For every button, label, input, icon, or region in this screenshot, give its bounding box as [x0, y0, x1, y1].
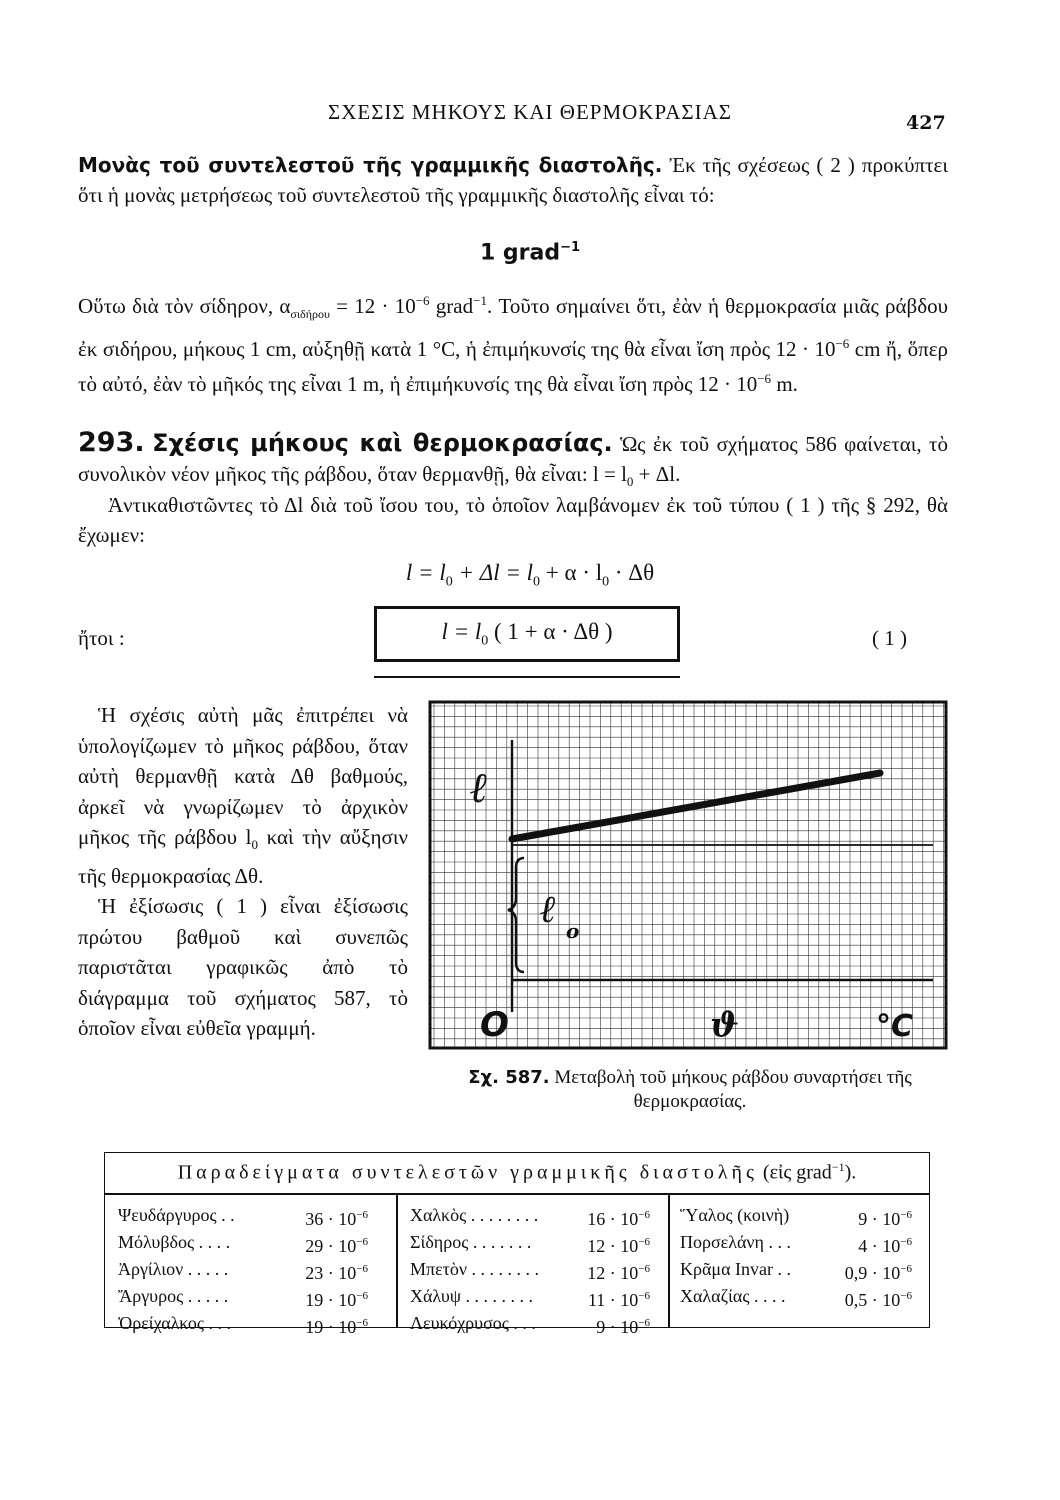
- superscript: −6: [900, 1263, 912, 1275]
- material-name: Ὀρείχαλκος . . .: [118, 1313, 232, 1333]
- coefficient-value: 0,9 · 10: [844, 1263, 901, 1283]
- origin-label: O: [480, 1005, 509, 1045]
- section-title: Σχέσις μήκους καὶ θερμοκρασίας.: [152, 429, 613, 457]
- equation-underline: [374, 676, 680, 678]
- table-title: [104, 1160, 930, 1185]
- material-name: Ψευδάργυρος . .: [118, 1205, 235, 1225]
- table-row: [680, 1231, 922, 1258]
- initial-length-label: ℓ: [540, 886, 557, 931]
- coefficient-value: 12 · 10: [587, 1263, 639, 1283]
- table-row: [118, 1231, 388, 1258]
- coefficient-value: 19 · 10: [305, 1290, 357, 1310]
- paragraph-bold-lead: Μονὰς τοῦ συντελεστοῦ τῆς γραμμικῆς διαστολῆς.: [78, 153, 663, 177]
- text-run: grad: [429, 294, 474, 318]
- column-divider: [396, 1195, 398, 1328]
- subscript: 0: [533, 574, 541, 590]
- page-number: 427: [906, 112, 946, 134]
- table-column-3: [680, 1204, 922, 1312]
- text-run: καὶ τὴν αὔξησιν τῆς θερμοκρασίας Δθ.: [78, 825, 408, 888]
- y-axis-label: ℓ: [470, 763, 488, 812]
- text-run: cm ἤ, ὅπερ τὸ αὐτό, ἐὰν τὸ μῆκός της εἶναι 1 m, ἡ ἐπιμήκυνσίς της θὰ εἶναι ἴση πρὸς 12 · 10: [78, 337, 948, 397]
- table-column-1: [118, 1204, 388, 1339]
- side-text: [78, 700, 408, 1044]
- section-293: [78, 428, 948, 497]
- initial-length-subscript: o: [566, 919, 580, 943]
- coefficient-value: 11 · 10: [587, 1290, 639, 1310]
- material-name: Ἄργυρος . . . . .: [118, 1286, 229, 1306]
- table-row: [410, 1285, 660, 1312]
- table-row: [680, 1258, 922, 1285]
- material-name: Μπετὸν . . . . . . . .: [410, 1259, 540, 1279]
- side-paragraph-1: [78, 700, 408, 891]
- superscript: −6: [638, 1290, 650, 1302]
- superscript: −6: [900, 1290, 912, 1302]
- material-name: Χαλαζίας . . . .: [680, 1286, 786, 1306]
- superscript: −6: [356, 1263, 368, 1275]
- length-temperature-graph: [428, 700, 948, 1050]
- equation-label: ἤτοι :: [78, 626, 125, 650]
- side-paragraph-2: Ἡ ἐξίσωσις ( 1 ) εἶναι ἐξίσωσις πρώτου βαθμοῦ καὶ συνεπῶς παριστᾶται γραφικῶς ἀπὸ τὸ διάγραμμα τοῦ σχήματος 587, τὸ ὁποῖον εἶναι εὐθεῖα γραμμή.: [78, 894, 408, 1041]
- text-run: . Τοῦτο σημαίνει ὅτι, ἐὰν ἡ θερμοκρασία μιᾶς ράβδου ἐκ σιδήρου, μήκους 1 cm, αὐξηθῇ κατὰ 1 °C, ἡ ἐπιμήκυνσίς της θὰ εἶναι ἴση πρὸς 12 · 10: [78, 294, 948, 362]
- subscript: 0: [626, 474, 634, 490]
- table-row: [410, 1258, 660, 1285]
- table-title-text: Παραδείγματα συντελεστῶν γραμμικῆς διαστολῆς: [177, 1161, 758, 1184]
- subscript: 0: [445, 574, 453, 590]
- material-name: Χαλκὸς . . . . . . . .: [410, 1205, 539, 1225]
- section-number: 293.: [78, 427, 145, 458]
- text-run: + Δl.: [633, 462, 681, 486]
- superscript: −6: [356, 1236, 368, 1248]
- coefficient-value: 9 · 10: [858, 1209, 901, 1229]
- table-row: [118, 1258, 388, 1285]
- material-name: Πορσελάνη . . .: [680, 1232, 791, 1252]
- coefficient-value: 29 · 10: [305, 1236, 357, 1256]
- paragraph-unit-intro: [78, 150, 948, 210]
- superscript: −1: [473, 293, 487, 308]
- unit-exponent: −1: [560, 240, 581, 255]
- table-row: [680, 1285, 922, 1312]
- coefficient-value: 23 · 10: [305, 1263, 357, 1283]
- figure-caption: [430, 1066, 950, 1114]
- superscript: −6: [638, 1263, 650, 1275]
- superscript: −6: [638, 1209, 650, 1221]
- table-row: [118, 1285, 388, 1312]
- x-axis-unit: °C: [876, 1009, 914, 1044]
- superscript: −6: [356, 1290, 368, 1302]
- subscript: 0: [602, 574, 610, 590]
- unit-main: 1 grad: [479, 240, 561, 266]
- figure-587: [428, 700, 948, 1050]
- table-title-unit: (εἰς grad: [757, 1161, 832, 1184]
- boxed-equation: [374, 606, 680, 662]
- column-divider: [668, 1195, 670, 1328]
- text-run: Ὡς ἐκ τοῦ σχήματος 586 φαίνεται, τὸ συνολικὸν νέον μῆκος τῆς ράβδου, ὅταν θερμανθῇ, θὰ εἶναι: l = l: [78, 432, 948, 486]
- running-head: ΣΧΕΣΙΣ ΜΗΚΟΥΣ ΚΑΙ ΘΕΡΜΟΚΡΑΣΙΑΣ: [327, 100, 732, 124]
- table-row: [118, 1204, 388, 1231]
- section-293-continued: [78, 490, 948, 550]
- superscript: −6: [835, 336, 850, 352]
- table-row: [410, 1204, 660, 1231]
- material-name: Ὕαλος (κοινὴ): [680, 1205, 790, 1225]
- eq-part: l = l: [441, 618, 482, 644]
- table-row: [410, 1312, 660, 1339]
- coefficient-value: 12 · 10: [587, 1236, 639, 1256]
- coefficient-value: 36 · 10: [305, 1209, 357, 1229]
- material-name: Χάλυψ . . . . . . . .: [410, 1286, 534, 1306]
- superscript: −6: [900, 1236, 912, 1248]
- table-column-2: [410, 1204, 660, 1339]
- eq-part: l = l: [405, 560, 446, 585]
- equation-expansion: [0, 560, 1060, 591]
- caption-text: Μεταβολὴ τοῦ μήκους ράβδου συναρτήσει τῆς θερμοκρασίας.: [549, 1067, 912, 1112]
- eq-part: · Δθ: [609, 560, 655, 585]
- table-row: [680, 1204, 922, 1231]
- unit-formula: [0, 240, 1060, 265]
- eq-part: ( 1 + α · Δθ ): [488, 618, 613, 644]
- caption-figure-number: Σχ. 587.: [468, 1067, 550, 1088]
- table-title-end: ).: [844, 1161, 857, 1184]
- table-row: [118, 1312, 388, 1339]
- subscript: 0: [251, 837, 259, 853]
- coefficient-value: 16 · 10: [587, 1209, 639, 1229]
- paragraph-iron-example: [78, 286, 948, 399]
- text-run: Οὕτω διὰ τὸν σίδηρον, α: [78, 294, 291, 318]
- subscript: σιδήρου: [290, 307, 330, 322]
- coefficient-value: 19 · 10: [305, 1317, 357, 1337]
- coefficient-value: 4 · 10: [858, 1236, 901, 1256]
- superscript: −6: [757, 371, 772, 387]
- eq-part: + α · l: [540, 560, 603, 585]
- eq-part: + Δl = l: [452, 560, 534, 585]
- text-run: = 12 · 10: [329, 294, 416, 318]
- text-run: m.: [771, 372, 798, 397]
- material-name: Σίδηρος . . . . . . .: [410, 1232, 532, 1252]
- paragraph-text: Ἐκ τῆς σχέσεως ( 2 ) προκύπτει ὅτι ἡ μονὰς μετρήσεως τοῦ συντελεστοῦ τῆς γραμμικῆς διαστολῆς εἶναι τό:: [78, 153, 948, 207]
- x-axis-label: ϑ: [710, 1005, 739, 1045]
- superscript: −6: [356, 1209, 368, 1221]
- coefficient-value: 9 · 10: [596, 1317, 639, 1337]
- superscript: −1: [831, 1160, 845, 1174]
- table-row: [410, 1231, 660, 1258]
- text-run: Ἀντικαθιστῶντες τὸ Δl διὰ τοῦ ἴσου του, τὸ ὁποῖον λαμβάνομεν ἐκ τοῦ τύπου ( 1 ) τῆς § 292, θὰ ἔχωμεν:: [78, 493, 948, 547]
- superscript: −6: [638, 1236, 650, 1248]
- superscript: −6: [415, 293, 430, 308]
- superscript: −6: [356, 1317, 368, 1329]
- material-name: Κρᾶμα Invar . .: [680, 1259, 791, 1279]
- superscript: −6: [638, 1317, 650, 1329]
- text-run: Ἡ σχέσις αὐτὴ μᾶς ἐπιτρέπει νὰ ὑπολογίζωμεν τὸ μῆκος ράβδου, ὅταν αὐτὴ θερμανθῇ κατὰ Δθ βαθμούς, ἀρκεῖ νὰ γνωρίζωμεν τὸ ἀρχικὸν μῆκος τῆς ράβδου l: [78, 703, 408, 849]
- superscript: −6: [900, 1209, 912, 1221]
- subscript: 0: [481, 633, 489, 649]
- equation-number: ( 1 ): [872, 626, 907, 650]
- material-name: Λευκόχρυσος . . .: [410, 1313, 536, 1333]
- material-name: Ἀργίλιον . . . . .: [118, 1259, 229, 1279]
- coefficient-value: 0,5 · 10: [844, 1290, 901, 1310]
- table-header-rule: [104, 1193, 930, 1195]
- material-name: Μόλυβδος . . . .: [118, 1232, 231, 1252]
